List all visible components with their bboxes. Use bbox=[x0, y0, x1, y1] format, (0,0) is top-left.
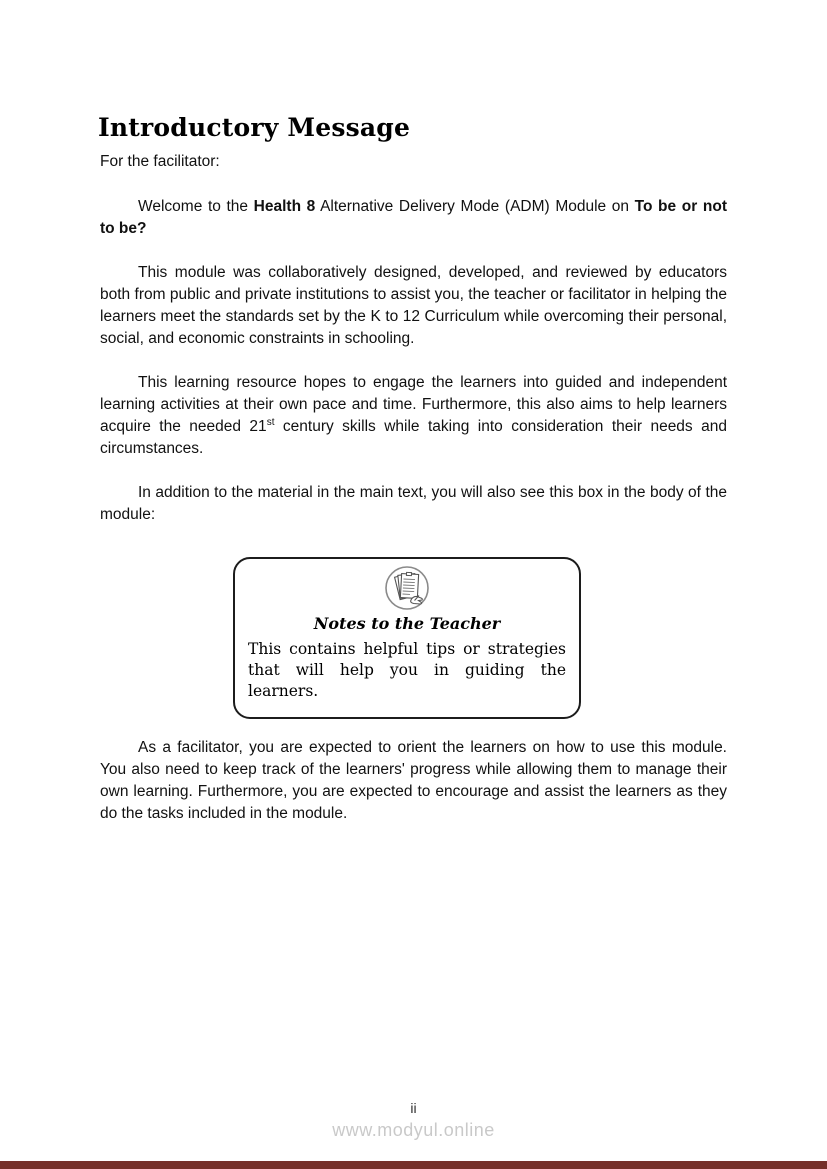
paragraph-box-intro: In addition to the material in the main text, you will also see this box in the body of the module: bbox=[100, 484, 727, 523]
ordinal-superscript: st bbox=[266, 416, 275, 428]
notes-box-body: This contains helpful tips or strategies that will help you in guiding the learners. bbox=[248, 640, 566, 700]
salutation-line: For the facilitator: bbox=[100, 153, 220, 170]
paragraph-welcome bbox=[100, 196, 727, 240]
paragraph-text: Alternative Delivery Mode (ADM) Module on bbox=[315, 198, 635, 215]
paragraph-text: century skills while taking into consideration their needs and circumstances. bbox=[100, 418, 727, 457]
paragraph-learning-resource bbox=[100, 372, 727, 460]
paragraph-facilitator-role: As a facilitator, you are expected to orient the learners on how to use this module. You also need to keep track of the learners' progress while allowing them to manage their own learning. Furthermore, you are expected to encourage and assist the learners as they do the tasks included in the module. bbox=[100, 739, 727, 822]
notes-papers-hand-icon bbox=[235, 565, 579, 611]
module-title-bold: To be or not to be? bbox=[100, 198, 727, 237]
paragraph-text: Welcome to the bbox=[138, 198, 254, 215]
module-subject-bold: Health 8 bbox=[253, 198, 316, 215]
paragraph-text: This learning resource hopes to engage the learners into guided and independent learning activities at their own pace and time. Furthermore, this also aims to help learners acquire the needed 21 bbox=[100, 374, 727, 435]
notes-box-heading: Notes to the Teacher bbox=[313, 614, 501, 633]
notes-to-teacher-box bbox=[233, 557, 581, 719]
page-number: ii bbox=[410, 1100, 417, 1116]
paragraph-collaboration: This module was collaboratively designed, developed, and reviewed by educators both from public and private institutions to assist you, the teacher or facilitator in helping the learners meet the standards set by the K to 12 Curriculum while overcoming their personal, social, and economic constraints in schooling. bbox=[100, 264, 727, 347]
watermark-text: www.modyul.online bbox=[332, 1120, 495, 1140]
footer-accent-bar bbox=[0, 1161, 827, 1169]
page-title: Introductory Message bbox=[98, 112, 411, 142]
